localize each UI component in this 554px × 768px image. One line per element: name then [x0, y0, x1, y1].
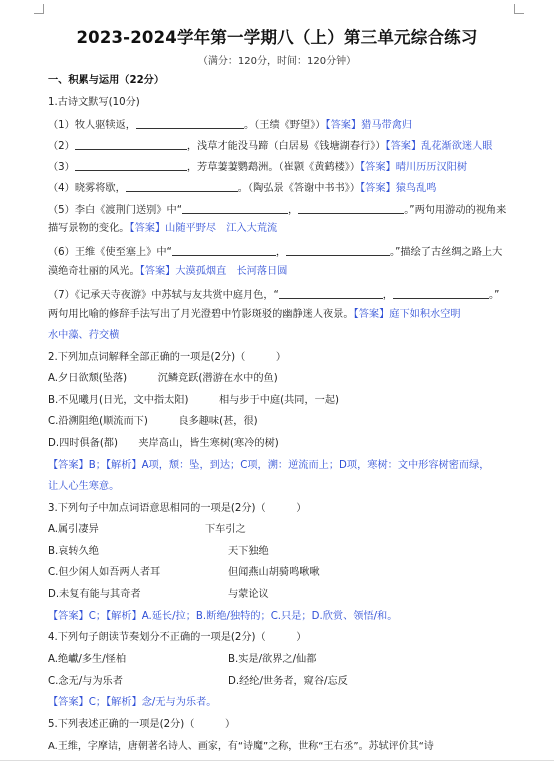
answer-text: 【答案】晴川历历汉阳树 [360, 162, 468, 173]
q1-item-3: （3） ，芳草萋萋鹦鹉洲。（崔颢《黄鹤楼》）【答案】晴川历历汉阳树 [48, 159, 467, 175]
q4-answer: 【答案】C；【解析】念/无与为乐者。 [48, 697, 217, 708]
answer-blank [126, 180, 238, 192]
q3-option-d-right: 与蒙论议 [228, 589, 269, 600]
q3-answer: 【答案】C；【解析】A.延长/拉；B.断绝/独特的；C.只是；D.欣赏、领悟/和。 [48, 611, 398, 622]
q1-item-2: （2） ，浅草才能没马蹄（白居易《钱塘湖春行》）【答案】乱花渐欲迷人眼 [48, 138, 492, 154]
q3-option-a-right: 下车引之 [205, 524, 246, 535]
question-4-title: 4.下列句子朗读节奏划分不正确的一项是(2分)（ ） [48, 632, 307, 643]
q1-item-4: （4）晓雾将歇， 。（陶弘景《答谢中书书》）【答案】猿鸟乱鸣 [48, 180, 436, 196]
q2-option-b: B.不见曦月(日光，文中指太阳) 相与步于中庭(共同，一起) [48, 395, 339, 406]
answer-text: 【答案】山随平野尽 江入大荒流 [129, 223, 278, 234]
answer-text: 【答案】猎马带禽归 [325, 120, 413, 131]
q1-item-7-answer-cont: 水中藻、荇交横 [48, 330, 120, 341]
answer-blank [75, 159, 187, 171]
answer-text: 【答案】猿鸟乱鸣 [360, 183, 437, 194]
corner-mark-left [34, 4, 44, 14]
q2-answer-cont: 让人心生寒意。 [48, 481, 120, 492]
q1-item-5-cont: 描写景物的变化。【答案】山随平野尽 江入大荒流 [48, 223, 278, 234]
q5-option-a: A.王维，字摩诘，唐朝著名诗人、画家，有“诗魔”之称，世称“王右丞”。苏轼评价其“诗 [48, 741, 434, 752]
question-3-title: 3.下列句子中加点词语意思相同的一项是(2分)（ ） [48, 503, 307, 514]
q4-option-a: A.绝巘/多生/怪柏 [48, 654, 127, 665]
q1-item-6: （6）王维《使至塞上》中“ ， 。”描绘了古丝绸之路上大 [48, 244, 502, 260]
q4-option-b: B.实是/欲界之/仙都 [228, 654, 317, 665]
answer-blank [136, 117, 244, 129]
q2-answer: 【答案】B；【解析】A项，颓：坠，到达；C项，溯：逆流而上；D项，寒树：文中形容树密而绿， [48, 460, 490, 471]
q1-item-6-cont: 漠绝奇壮丽的风光。【答案】大漠孤烟直 长河落日圆 [48, 266, 288, 277]
answer-text: 【答案】乱花渐欲迷人眼 [385, 141, 493, 152]
answer-blank [182, 202, 288, 214]
page-subtitle: （满分：120分，时间：120分钟） [197, 56, 357, 67]
question-2-title: 2.下列加点词解释全部正确的一项是(2分)（ ） [48, 352, 287, 363]
q2-option-d: D.四时俱备(都) 夹岸高山，皆生寒树(寒冷的树) [48, 438, 279, 449]
answer-text: 【答案】庭下如积水空明 [353, 309, 461, 320]
q3-option-d-left: D.未复有能与其奇者 [48, 589, 141, 600]
page-title: 2023-2024学年第一学期八（上）第三单元综合练习 [76, 28, 478, 47]
q3-option-b-left: B.哀转久绝 [48, 546, 99, 557]
q1-item-1: （1）牧人驱犊返， 。（王绩《野望》）【答案】猎马带禽归 [48, 117, 412, 133]
question-5-title: 5.下列表述正确的一项是(2分)（ ） [48, 719, 236, 730]
question-1-title: 1.古诗文默写(10分) [48, 97, 140, 108]
answer-blank [172, 244, 276, 256]
answer-blank [286, 244, 390, 256]
q3-option-b-right: 天下独绝 [228, 546, 269, 557]
corner-mark-right [514, 4, 524, 14]
q1-item-7-cont: 两句用比喻的修辞手法写出了月光澄碧中竹影斑驳的幽静迷人夜景。【答案】庭下如积水空明 [48, 309, 461, 320]
q1-item-7: （7）《记承天寺夜游》中苏轼与友共赏中庭月色，“ ， 。” [48, 287, 499, 303]
q2-option-c: C.沿溯阻绝(顺流而下) 良多趣味(甚，很) [48, 416, 258, 427]
q3-option-c-left: C.但少闲人如吾两人者耳 [48, 567, 161, 578]
answer-blank [298, 202, 404, 214]
q2-option-a: A.夕日欲颓(坠落) 沉鳞竞跃(潜游在水中的鱼) [48, 373, 278, 384]
answer-blank [279, 287, 383, 299]
q4-option-d: D.经纶/世务者，窥谷/忘反 [228, 676, 348, 687]
q3-option-c-right: 但闻燕山胡骑鸣啾啾 [228, 567, 320, 578]
q4-option-c: C.念无/与为乐者 [48, 676, 123, 687]
answer-text: 【答案】大漠孤烟直 长河落日圆 [139, 266, 288, 277]
section-heading: 一、积累与运用（22分） [48, 75, 165, 86]
page-divider [0, 760, 554, 761]
answer-blank [75, 138, 187, 150]
answer-blank [393, 287, 489, 299]
q1-item-5: （5）李白《渡荆门送别》中“ ， 。”两句用游动的视角来 [48, 202, 506, 218]
q3-option-a-left: A.属引凄异 [48, 524, 99, 535]
